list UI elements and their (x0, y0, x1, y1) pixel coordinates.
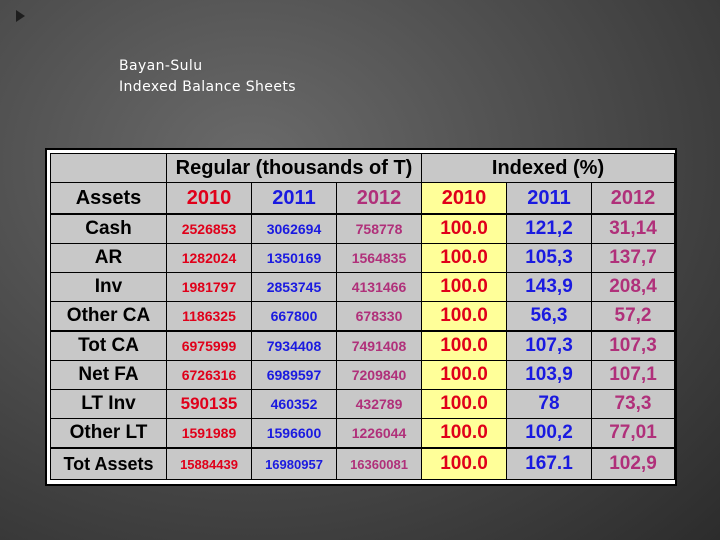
year-header: 2011 (507, 183, 592, 215)
table-cell: 7491408 (337, 331, 422, 361)
table-row (51, 302, 675, 332)
year-header: 2010 (167, 183, 252, 215)
table-cell: 1591989 (167, 419, 252, 449)
row-label: Other LT (51, 419, 167, 449)
table-cell: 1282024 (167, 244, 252, 273)
table-cell: 77,01 (592, 419, 675, 449)
table-cell: 78 (507, 390, 592, 419)
table-cell: 1186325 (167, 302, 252, 332)
table-cell: 107,3 (507, 331, 592, 361)
corner-cell (51, 154, 167, 183)
table-cell: 100,2 (507, 419, 592, 449)
slide-title-block (119, 56, 296, 98)
year-header-row (51, 183, 675, 215)
table-row (51, 390, 675, 419)
table-cell: 7934408 (252, 331, 337, 361)
year-header: 2012 (337, 183, 422, 215)
bullet-arrow-icon (16, 10, 25, 22)
table-cell: 1226044 (337, 419, 422, 449)
table-cell: 758778 (337, 214, 422, 244)
year-header: 2012 (592, 183, 675, 215)
table-cell: 2853745 (252, 273, 337, 302)
table-cell: 7209840 (337, 361, 422, 390)
table-cell: 590135 (167, 390, 252, 419)
table-cell: 100.0 (422, 448, 507, 480)
table-cell: 1564835 (337, 244, 422, 273)
table-cell: 31,14 (592, 214, 675, 244)
table-row (51, 361, 675, 390)
table-cell: 100.0 (422, 361, 507, 390)
table-cell: 432789 (337, 390, 422, 419)
table-cell: 107,3 (592, 331, 675, 361)
table-cell: 2526853 (167, 214, 252, 244)
table-cell: 105,3 (507, 244, 592, 273)
table-cell: 137,7 (592, 244, 675, 273)
table-cell: 102,9 (592, 448, 675, 480)
table-row (51, 448, 675, 480)
table-cell: 107,1 (592, 361, 675, 390)
table-cell: 121,2 (507, 214, 592, 244)
balance-table (50, 153, 675, 480)
table-cell: 3062694 (252, 214, 337, 244)
year-header: 2010 (422, 183, 507, 215)
table-cell: 100.0 (422, 302, 507, 332)
table-cell: 73,3 (592, 390, 675, 419)
row-label: Net FA (51, 361, 167, 390)
table-cell: 100.0 (422, 214, 507, 244)
table-cell: 100.0 (422, 419, 507, 449)
table-cell: 6975999 (167, 331, 252, 361)
row-label: Cash (51, 214, 167, 244)
row-label: Tot CA (51, 331, 167, 361)
table-row (51, 419, 675, 449)
slide-subtitle: Indexed Balance Sheets (119, 79, 296, 95)
group-header-row (51, 154, 675, 183)
current-assets-group (51, 214, 675, 331)
row-label: Tot Assets (51, 448, 167, 480)
table-cell: 15884439 (167, 448, 252, 480)
table-row (51, 214, 675, 244)
table-cell: 143,9 (507, 273, 592, 302)
table-cell: 167.1 (507, 448, 592, 480)
total-assets-group (51, 448, 675, 480)
table-cell: 460352 (252, 390, 337, 419)
row-label: AR (51, 244, 167, 273)
row-label: Other CA (51, 302, 167, 332)
totals-group (51, 331, 675, 448)
assets-header: Assets (51, 183, 167, 215)
balance-sheet-table (45, 148, 677, 486)
table-cell: 103,9 (507, 361, 592, 390)
table-row (51, 331, 675, 361)
table-cell: 16360081 (337, 448, 422, 480)
table-cell: 667800 (252, 302, 337, 332)
row-label: Inv (51, 273, 167, 302)
table-cell: 208,4 (592, 273, 675, 302)
table-cell: 16980957 (252, 448, 337, 480)
table-row (51, 273, 675, 302)
table-cell: 100.0 (422, 331, 507, 361)
table-cell: 4131466 (337, 273, 422, 302)
table-cell: 1350169 (252, 244, 337, 273)
year-header: 2011 (252, 183, 337, 215)
table-cell: 100.0 (422, 390, 507, 419)
table-cell: 6726316 (167, 361, 252, 390)
table-cell: 100.0 (422, 244, 507, 273)
table-cell: 678330 (337, 302, 422, 332)
table-cell: 1596600 (252, 419, 337, 449)
table-cell: 56,3 (507, 302, 592, 332)
indexed-group-header: Indexed (%) (422, 154, 675, 183)
slide-title: Bayan-Sulu (119, 58, 203, 74)
table-cell: 100.0 (422, 273, 507, 302)
table-row (51, 244, 675, 273)
row-label: LT Inv (51, 390, 167, 419)
table-cell: 1981797 (167, 273, 252, 302)
table-cell: 57,2 (592, 302, 675, 332)
regular-group-header: Regular (thousands of T) (167, 154, 422, 183)
table-cell: 6989597 (252, 361, 337, 390)
